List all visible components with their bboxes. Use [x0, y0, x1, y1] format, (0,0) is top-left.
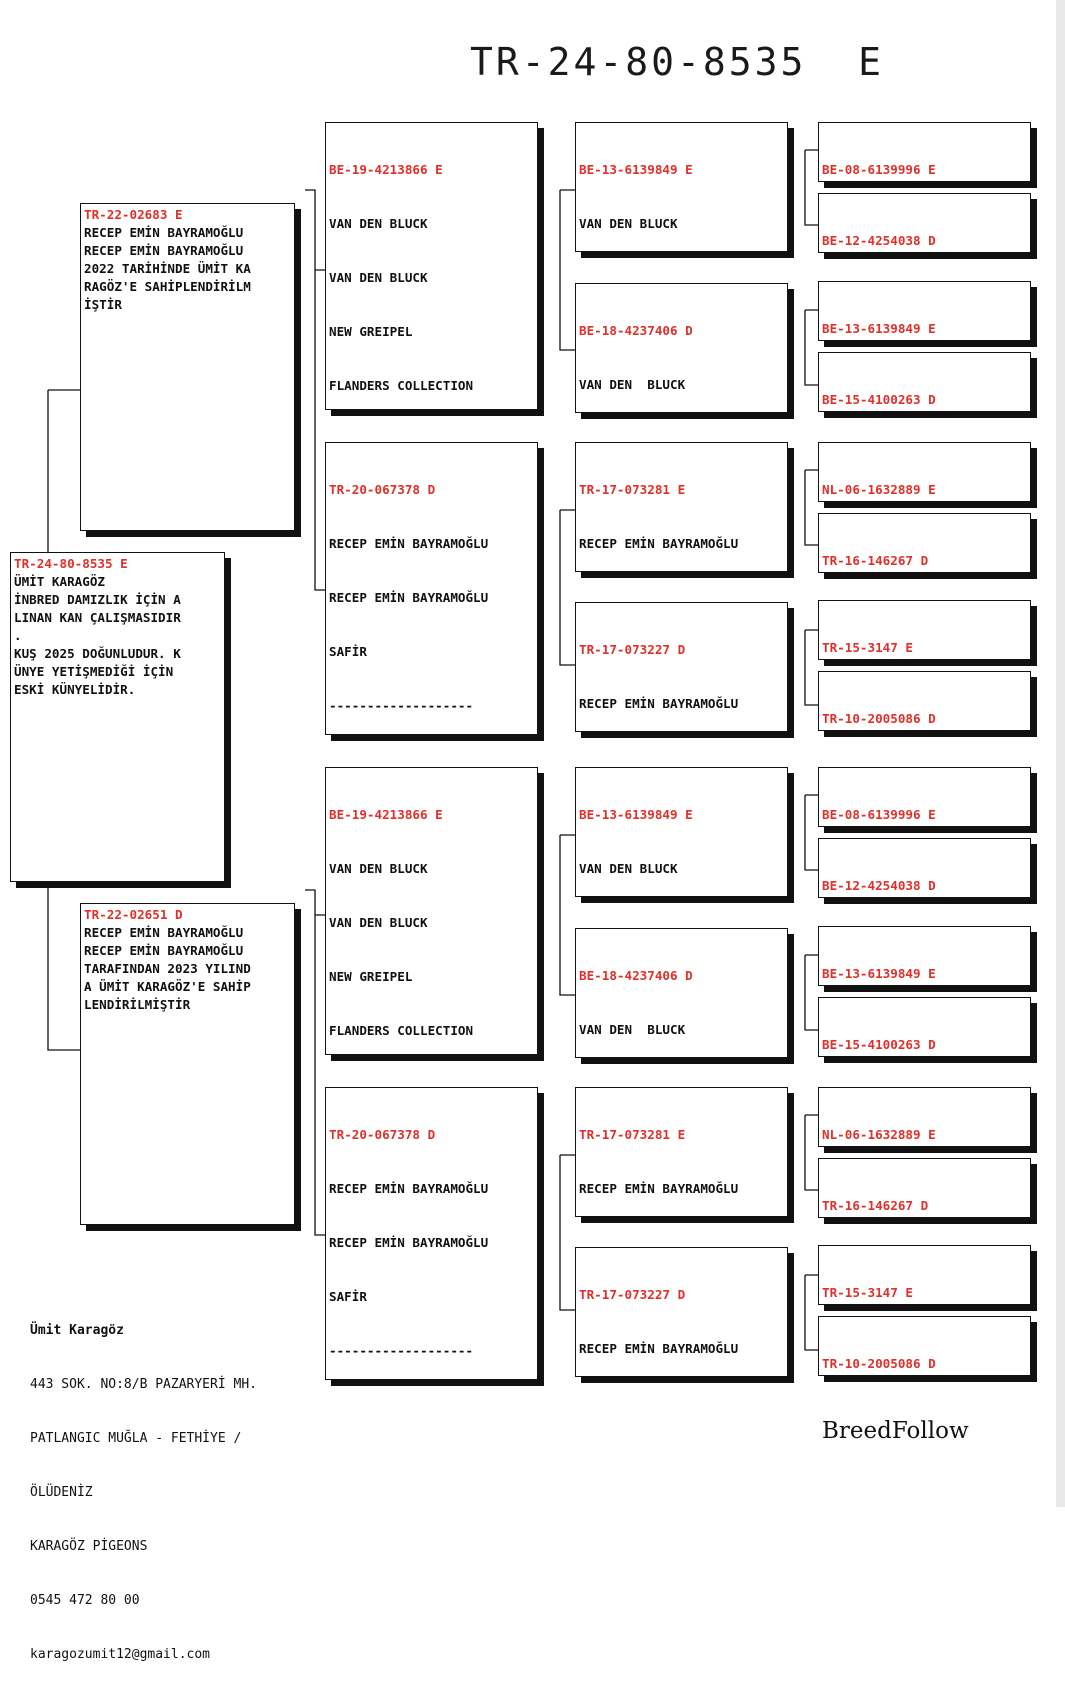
email-address: karagozumit12@gmail.com: [30, 1647, 211, 1662]
ring-number: TR-17-073281 E: [579, 482, 686, 497]
ring-number: TR-17-073227 D: [579, 1287, 686, 1302]
ancestor-card: [818, 926, 1031, 986]
address-line: PATLANGIC MUĞLA - FETHİYE /: [30, 1431, 242, 1446]
info-line: VAN DEN BLUCK: [579, 861, 678, 876]
ring-number: TR-24-80-8535 E: [14, 556, 128, 571]
ring-number: TR-10-2005086 D: [822, 711, 936, 726]
info-line: VAN DEN BLUCK: [579, 377, 686, 392]
ring-number: BE-19-4213866 E: [329, 162, 443, 177]
info-line: RECEP EMİN BAYRAMOĞLU: [579, 536, 739, 551]
ring-number: BE-13-6139849 E: [579, 162, 693, 177]
loft-name: KARAGÖZ PİGEONS: [30, 1539, 148, 1554]
info-line: LENDİRİLMİŞTİR: [84, 997, 191, 1012]
ring-number: BE-18-4237406 D: [579, 323, 693, 338]
sire-card: [80, 203, 295, 531]
ring-number: NL-06-1632889 E: [822, 1127, 936, 1142]
ring-number: BE-08-6139996 E: [822, 807, 936, 822]
info-line: 2022 TARİHİNDE ÜMİT KA: [84, 261, 251, 276]
info-line: RECEP EMİN BAYRAMOĞLU: [329, 1235, 489, 1250]
ancestor-card: [818, 193, 1031, 253]
info-line: VAN DEN BLUCK: [329, 915, 428, 930]
info-line: ÜNYE YETİŞMEDİĞİ İÇİN: [14, 664, 174, 679]
ring-number: BE-18-4237406 D: [579, 968, 693, 983]
address-line: 443 SOK. NO:8/B PAZARYERİ MH.: [30, 1377, 257, 1392]
info-line: İŞTİR: [84, 297, 122, 312]
info-line: RECEP EMİN BAYRAMOĞLU: [579, 696, 739, 711]
great-grandparent-card: [575, 122, 788, 252]
ancestor-card: [818, 122, 1031, 182]
grandparent-card: [325, 442, 538, 735]
ancestor-card: [818, 1158, 1031, 1218]
info-line: RECEP EMİN BAYRAMOĞLU: [579, 1341, 739, 1356]
ring-number: NL-06-1632889 E: [822, 482, 936, 497]
info-line: -------------------: [329, 1343, 474, 1358]
page-title: TR-24-80-8535 E: [470, 40, 885, 84]
great-grandparent-card: [575, 442, 788, 572]
info-line: ESKİ KÜNYELİDİR.: [14, 682, 136, 697]
info-line: RAGÖZ'E SAHİPLENDİRİLM: [84, 279, 251, 294]
ring-number: TR-15-3147 E: [822, 640, 913, 655]
ancestor-card: [818, 767, 1031, 827]
great-grandparent-card: [575, 1247, 788, 1377]
info-line: LINAN KAN ÇALIŞMASIDIR: [14, 610, 181, 625]
ring-number: TR-16-146267 D: [822, 1198, 929, 1213]
great-grandparent-card: [575, 602, 788, 732]
ring-number: TR-15-3147 E: [822, 1285, 913, 1300]
info-line: NEW GREIPEL: [329, 324, 413, 339]
great-grandparent-card: [575, 283, 788, 413]
great-grandparent-card: [575, 767, 788, 897]
info-line: .: [14, 628, 22, 643]
info-line: TARAFINDAN 2023 YILIND: [84, 961, 251, 976]
ring-number: TR-10-2005086 D: [822, 1356, 936, 1371]
info-line: RECEP EMİN BAYRAMOĞLU: [579, 1181, 739, 1196]
info-line: RECEP EMİN BAYRAMOĞLU: [84, 243, 244, 258]
info-line: RECEP EMİN BAYRAMOĞLU: [84, 925, 244, 940]
info-line: KUŞ 2025 DOĞUNLUDUR. K: [14, 646, 181, 661]
info-line: VAN DEN BLUCK: [579, 1022, 686, 1037]
ring-number: TR-20-067378 D: [329, 1127, 436, 1142]
info-line: SAFİR: [329, 644, 367, 659]
info-line: FLANDERS COLLECTION: [329, 1023, 474, 1038]
phone-number: 0545 472 80 00: [30, 1593, 140, 1608]
ancestor-card: [818, 671, 1031, 731]
info-line: RECEP EMİN BAYRAMOĞLU: [84, 943, 244, 958]
info-line: VAN DEN BLUCK: [329, 270, 428, 285]
ancestor-card: [818, 600, 1031, 660]
ancestor-card: [818, 1316, 1031, 1376]
grandparent-card: [325, 1087, 538, 1380]
info-line: VAN DEN BLUCK: [579, 216, 678, 231]
great-grandparent-card: [575, 928, 788, 1058]
ring-number: BE-15-4100263 D: [822, 392, 936, 407]
address-line: ÖLÜDENİZ: [30, 1485, 93, 1500]
owner-name: Ümit Karagöz: [30, 1323, 124, 1338]
info-line: RECEP EMİN BAYRAMOĞLU: [84, 225, 244, 240]
info-line: -------------------: [329, 698, 474, 713]
ring-number: BE-13-6139849 E: [579, 807, 693, 822]
ancestor-card: [818, 513, 1031, 573]
grandparent-card: [325, 767, 538, 1055]
info-line: NEW GREIPEL: [329, 969, 413, 984]
ancestor-card: [818, 442, 1031, 502]
ring-number: TR-16-146267 D: [822, 553, 929, 568]
ring-number: BE-15-4100263 D: [822, 1037, 936, 1052]
brand-logo: BreedFollow: [822, 1418, 969, 1444]
ancestor-card: [818, 352, 1031, 412]
ring-number: TR-17-073227 D: [579, 642, 686, 657]
info-line: RECEP EMİN BAYRAMOĞLU: [329, 590, 489, 605]
info-line: FLANDERS COLLECTION: [329, 378, 474, 393]
info-line: İNBRED DAMIZLIK İÇİN A: [14, 592, 181, 607]
ring-number: TR-17-073281 E: [579, 1127, 686, 1142]
ring-number: BE-13-6139849 E: [822, 966, 936, 981]
dam-card: [80, 903, 295, 1225]
ring-number: TR-22-02651 D: [84, 907, 183, 922]
grandparent-card: [325, 122, 538, 410]
ring-number: TR-20-067378 D: [329, 482, 436, 497]
ring-number: BE-13-6139849 E: [822, 321, 936, 336]
ring-number: BE-08-6139996 E: [822, 162, 936, 177]
ancestor-card: [818, 838, 1031, 898]
ring-number: TR-22-02683 E: [84, 207, 183, 222]
great-grandparent-card: [575, 1087, 788, 1217]
info-line: SAFİR: [329, 1289, 367, 1304]
ancestor-card: [818, 1087, 1031, 1147]
info-line: VAN DEN BLUCK: [329, 216, 428, 231]
ring-number: BE-12-4254038 D: [822, 233, 936, 248]
info-line: A ÜMİT KARAGÖZ'E SAHİP: [84, 979, 251, 994]
ancestor-card: [818, 1245, 1031, 1305]
ring-number: BE-19-4213866 E: [329, 807, 443, 822]
ancestor-card: [818, 997, 1031, 1057]
owner-contact-block: [30, 1286, 257, 1682]
info-line: RECEP EMİN BAYRAMOĞLU: [329, 536, 489, 551]
info-line: ÜMİT KARAGÖZ: [14, 574, 105, 589]
subject-card: [10, 552, 225, 882]
ancestor-card: [818, 281, 1031, 341]
ring-number: BE-12-4254038 D: [822, 878, 936, 893]
info-line: VAN DEN BLUCK: [329, 861, 428, 876]
info-line: RECEP EMİN BAYRAMOĞLU: [329, 1181, 489, 1196]
